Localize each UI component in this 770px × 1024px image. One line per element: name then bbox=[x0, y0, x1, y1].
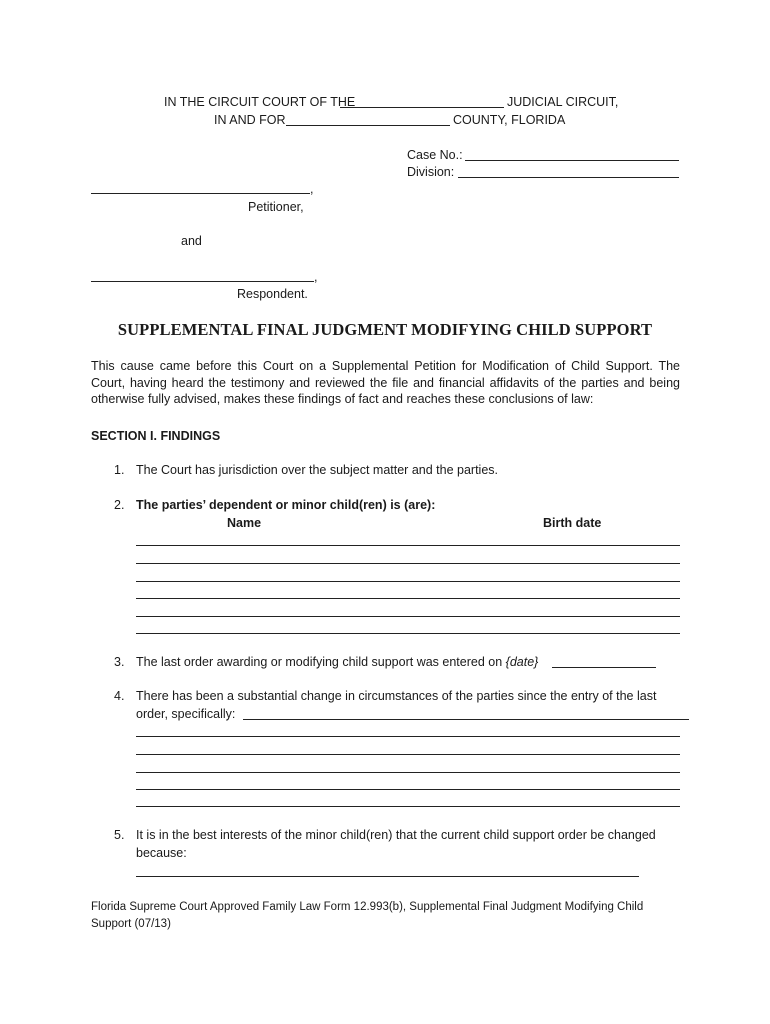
child-row-line[interactable] bbox=[136, 616, 680, 617]
child-row-line[interactable] bbox=[136, 545, 680, 546]
county-blank[interactable] bbox=[286, 125, 450, 126]
date-placeholder: {date} bbox=[505, 655, 539, 669]
change-explanation-line[interactable] bbox=[136, 789, 680, 790]
case-no-label: Case No.: bbox=[407, 148, 463, 162]
petitioner-label: Petitioner, bbox=[248, 200, 304, 214]
child-row-line[interactable] bbox=[136, 633, 680, 634]
footer-line-1: Florida Supreme Court Approved Family Law Form 12.993(b), Supplemental Final Judgment Modifying Child bbox=[91, 901, 644, 913]
item-number: 3. bbox=[114, 655, 125, 669]
court-line-suffix: JUDICIAL CIRCUIT, bbox=[507, 95, 619, 109]
item-5-text: It is in the best interests of the minor child(ren) that the current child support order be changed bbox=[136, 828, 656, 842]
change-explanation-line[interactable] bbox=[136, 736, 680, 737]
date-field[interactable] bbox=[552, 667, 656, 668]
item-4-text-cont: order, specifically: bbox=[136, 707, 236, 721]
change-explanation-line[interactable] bbox=[136, 806, 680, 807]
footer-line-2: Support (07/13) bbox=[91, 918, 171, 930]
petitioner-comma: , bbox=[310, 182, 314, 196]
section-heading: SECTION I. FINDINGS bbox=[91, 429, 221, 443]
county-line-prefix: IN AND FOR bbox=[214, 113, 286, 127]
petitioner-name-field[interactable] bbox=[91, 193, 310, 194]
respondent-name-field[interactable] bbox=[91, 281, 314, 282]
item-2-text: The parties’ dependent or minor child(ren) is (are): bbox=[136, 498, 436, 512]
column-name-header: Name bbox=[227, 516, 262, 530]
child-row-line[interactable] bbox=[136, 598, 680, 599]
court-line bbox=[164, 95, 355, 109]
intro-paragraph: This cause came before this Court on a Supplemental Petition for Modification of Child Support. The Court, having heard the testimony and reviewed the file and financial affidavits of the parties and being otherwise fully advised, makes these findings of fact and reaches these conclusions of law: bbox=[91, 359, 680, 406]
case-no-field[interactable] bbox=[465, 160, 679, 161]
change-explanation-line[interactable] bbox=[243, 719, 689, 720]
item-3-label: The last order awarding or modifying child support was entered on bbox=[136, 655, 503, 669]
division-label: Division: bbox=[407, 165, 455, 179]
item-1-text: The Court has jurisdiction over the subject matter and the parties. bbox=[136, 463, 498, 477]
column-birthdate-header: Birth date bbox=[543, 516, 602, 530]
respondent-label: Respondent. bbox=[237, 287, 308, 301]
child-row-line[interactable] bbox=[136, 563, 680, 564]
change-explanation-line[interactable] bbox=[136, 772, 680, 773]
and-label: and bbox=[181, 234, 202, 248]
item-3-text bbox=[136, 655, 538, 669]
item-number: 2. bbox=[114, 498, 125, 512]
item-number: 5. bbox=[114, 828, 125, 842]
circuit-blank[interactable] bbox=[340, 107, 504, 108]
county-line-suffix: COUNTY, FLORIDA bbox=[453, 113, 566, 127]
page-title: SUPPLEMENTAL FINAL JUDGMENT MODIFYING CHILD SUPPORT bbox=[117, 320, 653, 339]
best-interest-line[interactable] bbox=[136, 876, 639, 877]
respondent-comma: , bbox=[314, 270, 318, 284]
change-explanation-line[interactable] bbox=[136, 754, 680, 755]
item-number: 4. bbox=[114, 689, 125, 703]
item-4-text: There has been a substantial change in circumstances of the parties since the entry of the last bbox=[136, 689, 657, 703]
court-line-prefix: IN THE CIRCUIT COURT OF THE bbox=[164, 95, 356, 109]
division-field[interactable] bbox=[458, 177, 679, 178]
item-number: 1. bbox=[114, 463, 125, 477]
item-5-text-cont: because: bbox=[136, 846, 187, 860]
child-row-line[interactable] bbox=[136, 581, 680, 582]
